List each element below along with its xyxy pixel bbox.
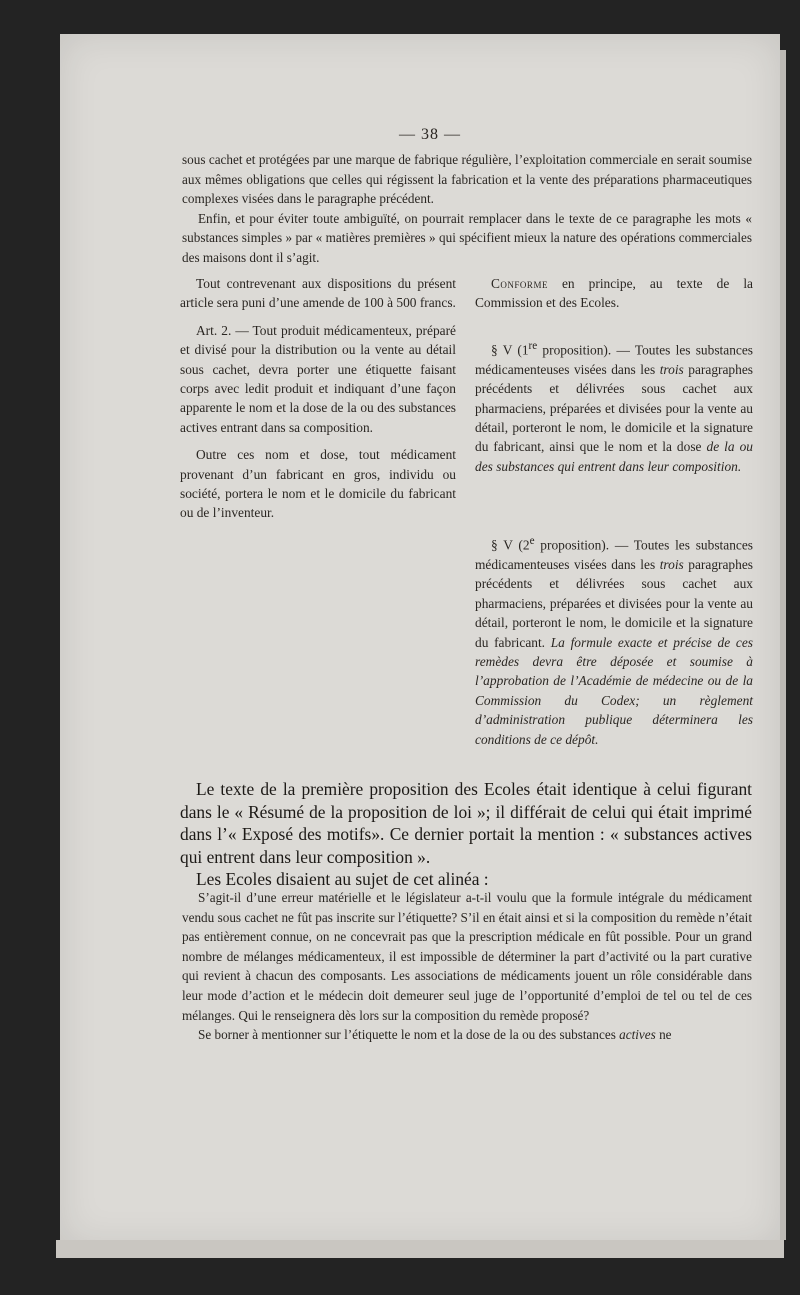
prop1-sup: re: [528, 339, 538, 352]
quote-paragraph-1: S’agit-il d’une erreur matérielle et le législateur a-t-il voulu que la formule intégrale du médicament vendu sous cachet ne fût pas inscrite sur l’étiquette? S’il en était ainsi et si la composition du remède n’était pas entièrement connue, on ne concevrait pas que la prescription médicale en fût possible. Pour un grand nombre de mélanges médicamenteux, il est impossible de déterminer la part d’activité ou la part curative qui revient à chacun des composants. Les associations de médicaments jouent un rôle considérable dans leur mode d’action et le médecin doit demeurer seul juge de l’opportunité d’emploi de tel ou tel de ces mélanges. Qui le renseignera dès lors sur la composition du remède proposé?: [182, 890, 752, 1023]
right-column: [475, 274, 753, 757]
intro-paragraph-2: Enfin, et pour éviter toute ambiguïté, on pourrait remplacer dans le texte de ce paragraphe les mots « substances simples » par « matières premières » qui spécifient mieux la nature des opérations commerciales des maisons dont il s’agit.: [182, 210, 752, 265]
intro-text: [182, 150, 752, 268]
prop1-italic-1: trois: [659, 361, 684, 377]
second-proposition: [475, 532, 753, 749]
quote-paragraph-2: [182, 1025, 752, 1045]
prop2-sup: e: [529, 535, 535, 548]
prop2-start: § V (2: [491, 537, 530, 553]
prop1-start: § V (1: [491, 342, 529, 358]
page-bottom-edge: [56, 1240, 784, 1258]
prop2-italic-2: La formule exacte et précise de ces remèdes devra être déposée et soumise à l’approbation de l’Académie de médecine ou de la Commission du Codex; un règlement d’administration publique déterminera les conditions de ce dépôt.: [475, 634, 753, 747]
left-paragraph-article-2: Art. 2. — Tout produit médicamenteux, préparé et divisé pour la distribution ou la vente au détail sous cachet, devra porter une étiquette faisant corps avec ledit produit et indiquant d’une façon apparente le nom et la dose de la ou des substances actives entrant dans sa composition.: [180, 322, 456, 435]
prop1-italic-2: de la ou des substances qui entrent dans leur composition.: [475, 439, 753, 474]
quote-p2-italic: actives: [619, 1027, 656, 1043]
commentary-paragraph-1: Le texte de la première proposition des Ecoles était identique à celui figurant dans le « Résumé de la proposition de loi »; il différait de celui qui était imprimé dans l’« Exposé des motifs». Ce dernier portait la mention : « substances actives qui entrent dans leur composition ».: [180, 779, 752, 867]
prop2-italic-1: trois: [659, 557, 684, 572]
intro-paragraph-1: sous cachet et protégées par une marque de fabrique régulière, l’exploitation commerciale en serait soumise aux mêmes obligations que celles qui régissent la fabrication et la vente des préparations pharmaceutiques complexes visées dans le paragraphe précédent.: [182, 152, 752, 207]
prop2-text-2: paragraphes précédents et délivrées sous cachet aux pharmaciens, préparées et divisées pour la vente au détail, porteront le nom, le domicile et la signature du fabricant.: [475, 557, 753, 650]
page-edge: [780, 50, 786, 1240]
conforme-word: Conforme: [491, 276, 548, 291]
quote-p2-end: ne: [655, 1027, 672, 1043]
page-number: — 38 —: [399, 126, 461, 143]
conforme-rest: en principe, au texte de la Commission et des Ecoles.: [475, 276, 753, 311]
quoted-text: [182, 888, 752, 1045]
first-proposition: [475, 337, 753, 476]
left-column: [180, 274, 456, 531]
prop1-text: proposition). — Toutes les substances médicamenteuses visées dans les: [475, 342, 753, 377]
left-paragraph-3: Outre ces nom et dose, tout médicament provenant d’un fabricant en gros, individu ou société, portera le nom et le domicile du fabricant ou de l’inventeur.: [180, 447, 456, 521]
commentary-paragraph-2: Les Ecoles disaient au sujet de cet alinéa :: [196, 869, 489, 889]
conforme-paragraph: [475, 274, 753, 313]
prop2-text: proposition). — Toutes les substances médicamenteuses visées dans les: [475, 537, 753, 572]
quote-p2-start: Se borner à mentionner sur l’étiquette le nom et la dose de la ou des substances: [198, 1027, 620, 1043]
prop1-text-2: paragraphes précédents et délivrées sous cachet aux pharmaciens, préparées et divisées pour la vente au détail, porteront le nom, le domicile et la signature du fabricant, ainsi que le nom et la dose: [475, 361, 753, 455]
left-paragraph-1: Tout contrevenant aux dispositions du présent article sera puni d’une amende de 100 à 500 francs.: [180, 276, 456, 311]
commentary-text: [180, 778, 752, 891]
